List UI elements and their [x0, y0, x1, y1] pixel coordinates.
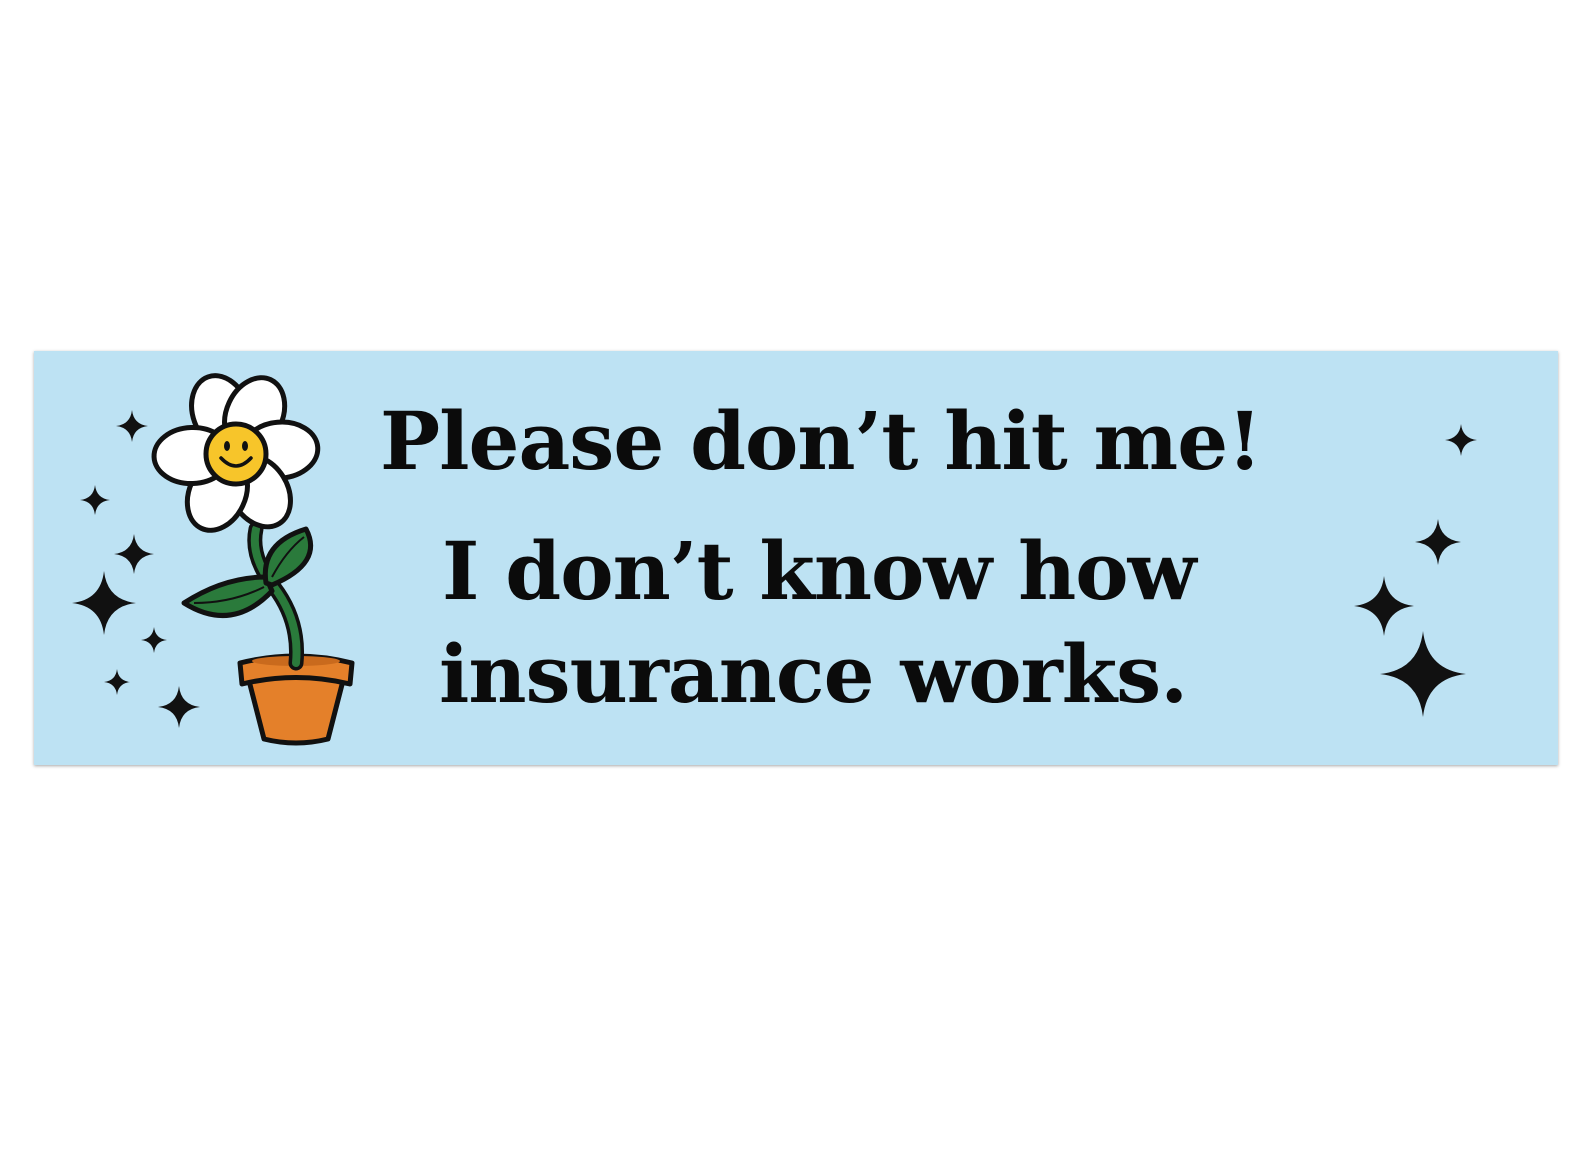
- sparkle-icon: [114, 534, 154, 574]
- sparkle-icon: [1445, 424, 1477, 456]
- bumper-sticker: [34, 351, 1558, 765]
- sparkle-icon: [72, 571, 136, 635]
- sparkle-icon: [158, 686, 200, 728]
- subline-text-2: insurance works.: [439, 627, 1188, 721]
- sparkle-icon: [141, 627, 167, 653]
- sparkle-icon: [104, 669, 130, 695]
- sparkle-icon: [1415, 519, 1461, 565]
- sparkle-icon: [1380, 631, 1466, 717]
- sparkle-icon: [1354, 576, 1414, 636]
- smiley-daisy-icon: [153, 367, 320, 540]
- subline-text: I don’t know how: [442, 524, 1196, 618]
- stem-and-leaves: [184, 529, 311, 663]
- sparkle-icon: [116, 410, 148, 442]
- headline-text: Please don’t hit me!: [380, 394, 1262, 488]
- sparkle-icon: [80, 485, 110, 515]
